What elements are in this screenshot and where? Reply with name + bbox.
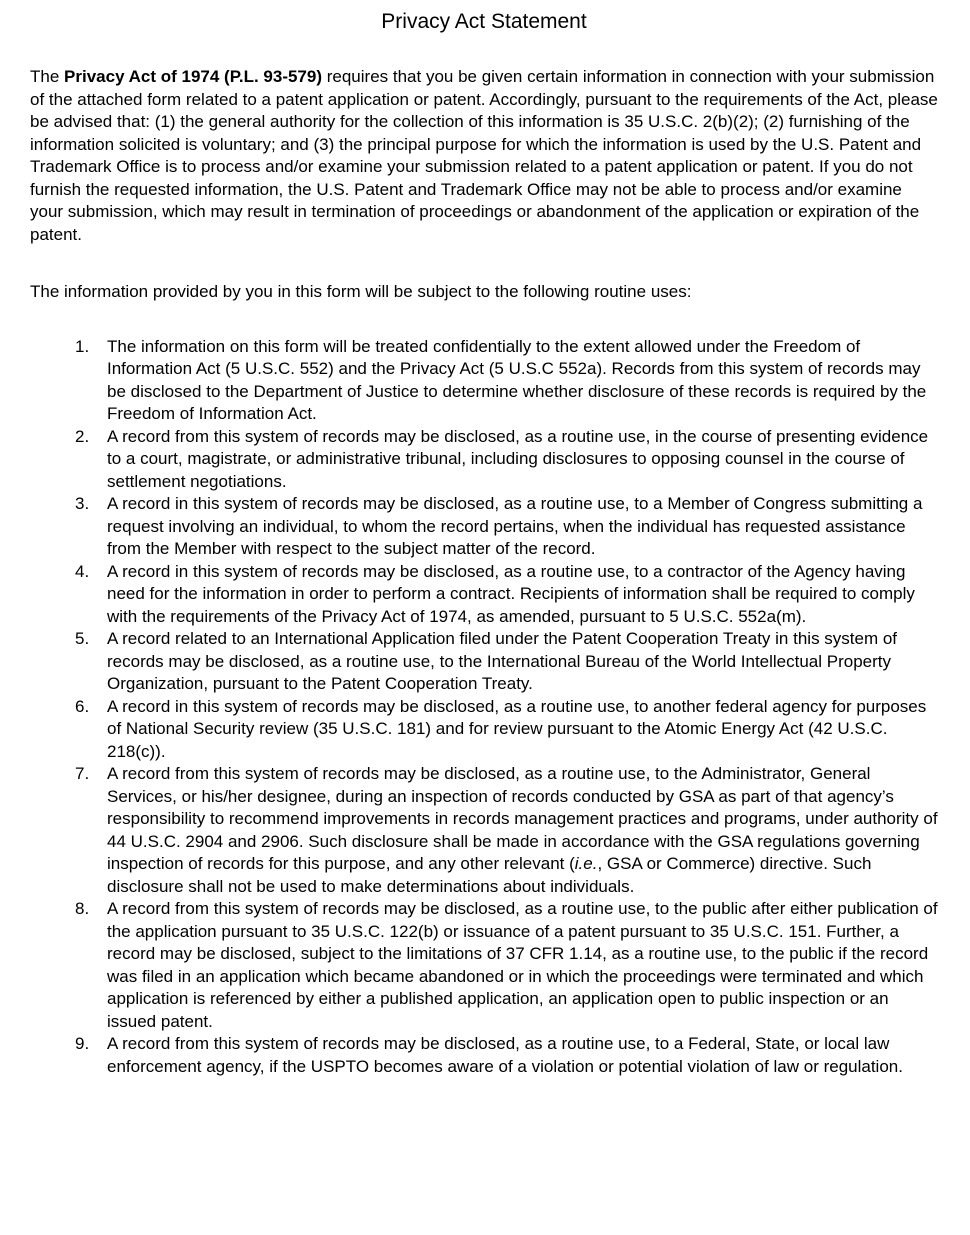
list-item-text: A record in this system of records may be disclosed, as a routine use, to a contractor of the Agency having need for the information in order to perform a contract. Recipients of information shall be required to comply with the requirements of the Privacy Act of 1974, as amended, pursuant to 5 U.S.C. 552a(m). <box>107 561 915 626</box>
page-title: Privacy Act Statement <box>381 10 587 33</box>
list-item <box>107 426 938 494</box>
list-item-text: The information on this form will be treated confidentially to the extent allowed under the Freedom of Information Act (5 U.S.C. 552) and the Privacy Act (5 U.S.C 552a). Records from this system of records may be disclosed to the Department of Justice to determine whether disclosure of these records is required by the Freedom of Information Act. <box>107 336 927 423</box>
privacy-act-bold-text: Privacy Act of 1974 (P.L. 93-579) <box>64 67 323 86</box>
list-item-text: A record in this system of records may be disclosed, as a routine use, to another federal agency for purposes of National Security review (35 U.S.C. 181) and for review pursuant to the Atomic Energy Act (42 U.S.C. 218(c)). <box>107 696 927 761</box>
list-item-text-part2: , GSA or Commerce) directive. Such disclosure shall not be used to make determinations about individuals. <box>107 854 872 896</box>
list-item <box>107 336 938 426</box>
list-item-text: A record related to an International Application filed under the Patent Cooperation Treaty in this system of records may be disclosed, as a routine use, to the International Bureau of the World Intellectual Property Organization, pursuant to the Patent Cooperation Treaty. <box>107 629 898 693</box>
intro-paragraph <box>30 66 938 246</box>
list-item-text: A record from this system of records may be disclosed, as a routine use, to the public after either publication of the application pursuant to 35 U.S.C. 122(b) or issuance of a patent pursuant to 35 U.S.C. 151. Further, a record may be disclosed, subject to the limitations of 37 CFR 1.14, as a routine use, to the public if the record was filed in an application which became abandoned or in which the proceedings were terminated and which application is referenced by either a published application, an application open to public inspection or an issued patent. <box>107 899 938 1031</box>
list-item <box>107 898 938 1033</box>
intro-text-body: requires that you be given certain information in connection with your submission of the attached form related to a patent application or patent. Accordingly, pursuant to the requirements of the Act, please be advised that: (1) the general authority for the collection of this information is 35 U.S.C. 2(b)(2); (2) furnishing of the information solicited is voluntary; and (3) the principal purpose for which the information is used by the U.S. Patent and Trademark Office is to process and/or examine your submission related to a patent application or patent. If you do not furnish the requested information, the U.S. Patent and Trademark Office may not be able to process and/or examine your submission, which may result in termination of proceedings or abandonment of the application or expiration of the patent. <box>30 67 938 244</box>
list-item-text: A record from this system of records may be disclosed, as a routine use, in the course of presenting evidence to a court, magistrate, or administrative tribunal, including disclosures to opposing counsel in the course of settlement negotiations. <box>107 426 929 491</box>
list-item <box>107 763 938 898</box>
list-item-text-part1: A record from this system of records may be disclosed, as a routine use, to the Administrator, General Services, or his/her designee, during an inspection of records conducted by GSA as part of that agency’s responsibility to recommend improvements in records management practices and programs, under authority of 44 U.S.C. 2904 and 2906. Such disclosure shall be made in accordance with the GSA regulations governing inspection of records for this purpose, and any other relevant ( <box>107 764 938 873</box>
list-item <box>107 628 938 696</box>
intro-text-prefix: The <box>30 67 65 86</box>
routine-uses-lead: The information provided by you in this form will be subject to the following routine uses: <box>30 282 692 301</box>
list-item <box>107 1033 938 1078</box>
list-item-text: A record from this system of records may be disclosed, as a routine use, to a Federal, State, or local law enforcement agency, if the USPTO becomes aware of a violation or potential violation of law or regulation. <box>107 1034 903 1076</box>
list-item <box>107 561 938 629</box>
list-item <box>107 696 938 764</box>
routine-uses-list <box>30 336 938 1079</box>
list-item-text: A record in this system of records may be disclosed, as a routine use, to a Member of Congress submitting a request involving an individual, to whom the record pertains, when the individual has requested assistance from the Member with respect to the subject matter of the record. <box>107 494 923 558</box>
list-item <box>107 493 938 561</box>
list-item-italic-abbreviation: i.e. <box>574 854 598 873</box>
